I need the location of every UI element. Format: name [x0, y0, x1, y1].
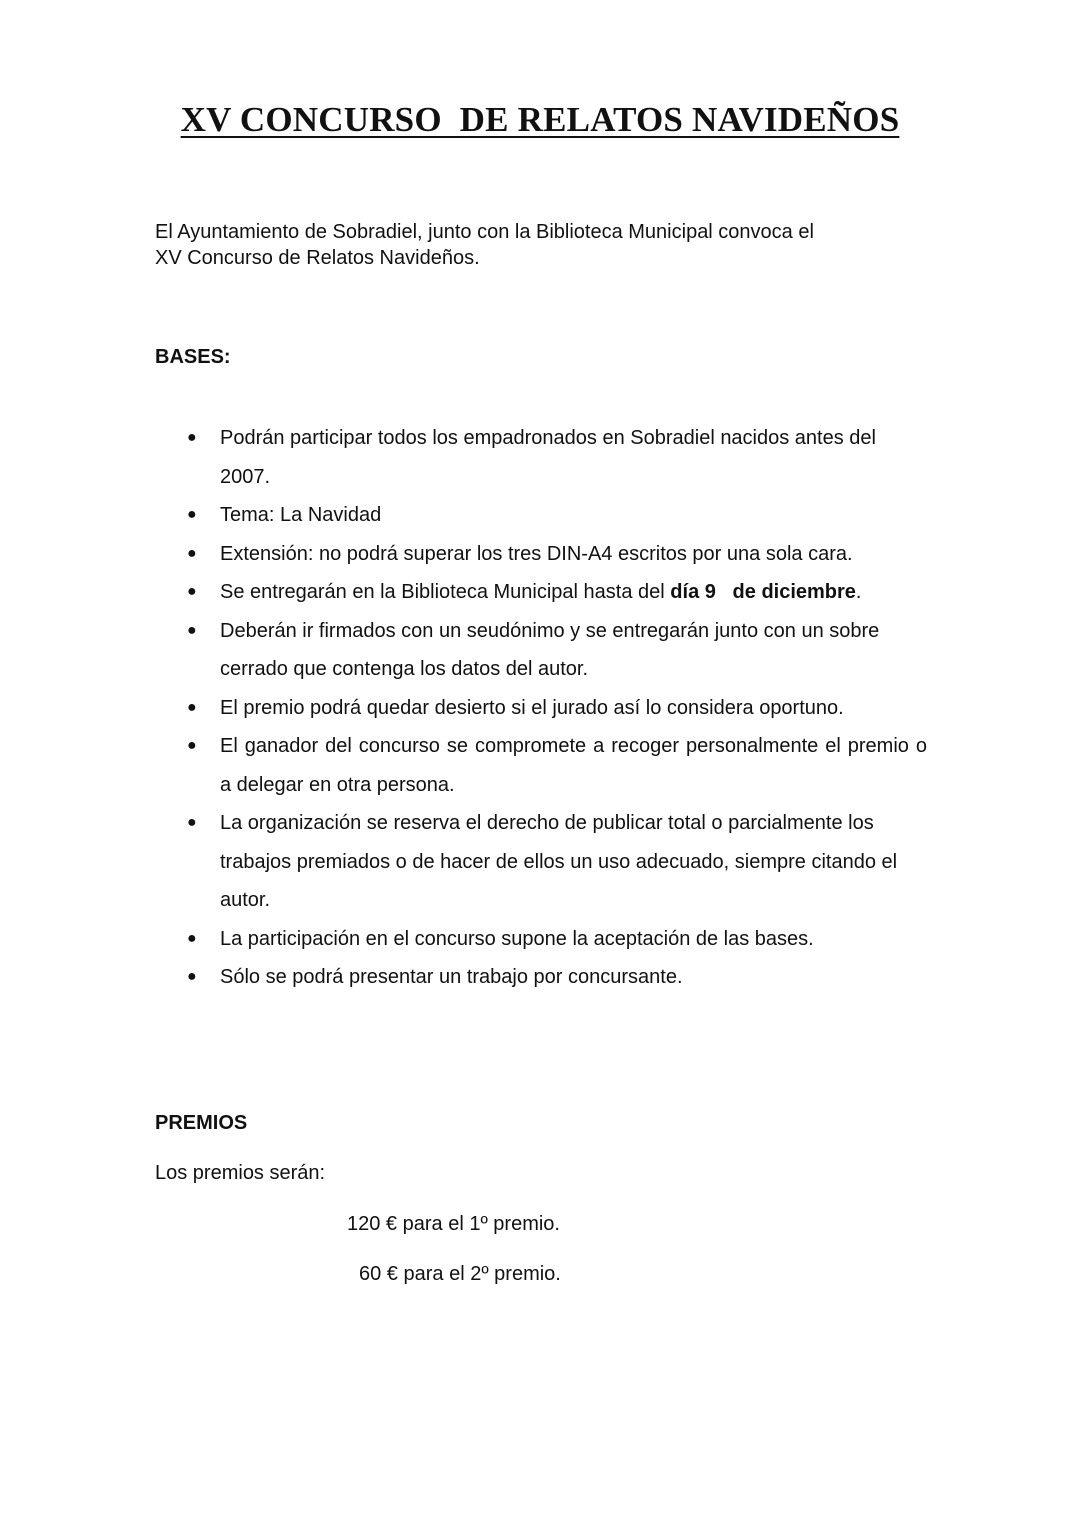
bases-list — [155, 419, 927, 997]
list-item-text: Sólo se podrá presentar un trabajo por concursante. — [220, 966, 683, 988]
list-item-text: Podrán participar todos los empadronados en Sobradiel nacidos antes del 2007. — [220, 427, 876, 488]
list-item — [155, 958, 927, 997]
list-item — [155, 496, 927, 535]
intro-line-2: XV Concurso de Relatos Navideños. — [155, 247, 480, 269]
intro-paragraph — [155, 219, 915, 271]
bullet-icon: ● — [187, 737, 197, 754]
list-item-text: Extensión: no podrá superar los tres DIN-A4 escritos por una sola cara. — [220, 542, 853, 565]
list-item-text-after: . — [855, 581, 862, 603]
intro-line-1: El Ayuntamiento de Sobradiel, junto con la Biblioteca Municipal convoca el — [155, 221, 814, 243]
bullet-icon: ● — [187, 621, 197, 639]
list-item-text: Deberán ir firmados con un seudónimo y se entregarán junto con un sobre cerrado que contenga los datos del autor. — [220, 619, 880, 680]
list-item — [155, 804, 927, 920]
prize-second: 60 € para el 2º premio. — [359, 1263, 561, 1285]
bullet-icon: ● — [187, 814, 197, 831]
list-item-text — [220, 581, 861, 603]
premios-intro: Los premios serán: — [155, 1162, 326, 1184]
list-item-text: El ganador del concurso se compromete a recoger personalmente el premio o a delegar en otra persona. — [220, 735, 927, 796]
bullet-icon: ● — [187, 583, 197, 600]
document-title-text: XV CONCURSO DE RELATOS NAVIDEÑOS — [180, 100, 900, 139]
bullet-icon: ● — [187, 929, 197, 947]
document-title — [0, 100, 1080, 140]
list-item-text: La organización se reserva el derecho de publicar total o parcialmente los trabajos premiados o de hacer de ellos un uso adecuado, siempre citando el autor. — [220, 812, 898, 911]
list-item — [155, 727, 927, 804]
list-item-text: Tema: La Navidad — [220, 504, 382, 526]
bases-heading: BASES: — [155, 346, 231, 368]
list-item — [155, 535, 927, 574]
bullet-icon: ● — [187, 544, 197, 562]
bullet-icon: ● — [187, 506, 197, 523]
bullet-icon: ● — [187, 698, 197, 716]
list-item — [155, 419, 927, 496]
list-item — [155, 612, 927, 689]
list-item — [155, 689, 927, 728]
deadline-date: día 9 de diciembre — [670, 581, 856, 603]
prize-first: 120 € para el 1º premio. — [347, 1213, 560, 1235]
bullet-icon: ● — [187, 429, 197, 446]
list-item — [155, 920, 927, 959]
list-item — [155, 573, 927, 612]
list-item-text-before: Se entregarán en la Biblioteca Municipal hasta del — [220, 581, 671, 603]
bullet-icon: ● — [187, 968, 197, 985]
premios-heading: PREMIOS — [155, 1112, 248, 1134]
list-item-text: La participación en el concurso supone la aceptación de las bases. — [220, 927, 814, 950]
list-item-text: El premio podrá quedar desierto si el jurado así lo considera oportuno. — [220, 696, 844, 719]
